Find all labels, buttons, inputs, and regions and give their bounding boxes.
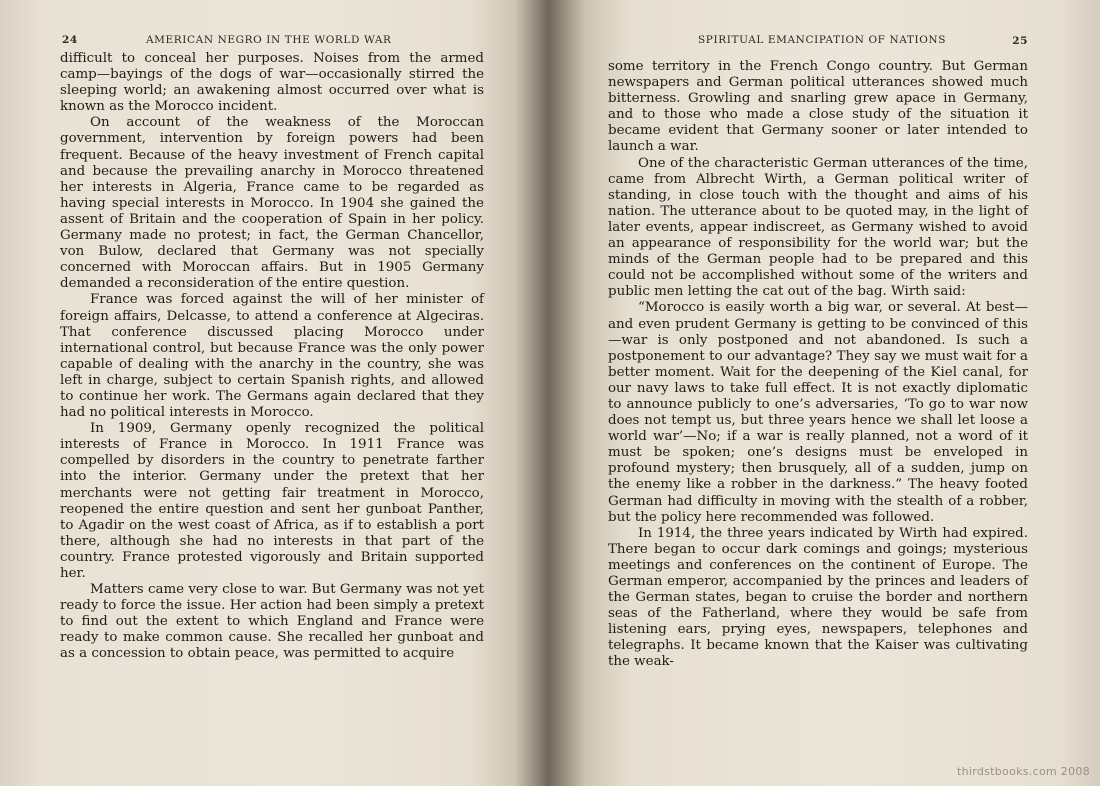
- page-number: 25: [1012, 35, 1028, 47]
- paragraph: difficult to conceal her purposes. Noises from the armed camp—bayings of the dogs of war—occasionally stirred the sleeping world; an awakening almost occurred over what is known as the Morocco incident.: [60, 51, 484, 115]
- paragraph: France was forced against the will of her minister of foreign affairs, Delcasse, to attend a conference at Algeciras. That conference discussed placing Morocco under international control, but because France was the only power capable of dealing with the anarchy in the country, she was left in charge, subject to certain Spanish rights, and allowed to continue her work. The Germans again declared that they had no political interests in Morocco.: [60, 292, 484, 421]
- paragraph: In 1909, Germany openly recognized the political interests of France in Morocco. In 1911 France was compelled by disorders in the country to penetrate farther into the interior. Germany under the pretext that her merchants were not getting fair treatment in Morocco, reopened the entire question and sent her gunboat Panther, to Agadir on the west coast of Africa, as if to establish a port there, although she had no interests in that part of the country. France protested vigorously and Britain supported her.: [60, 421, 484, 581]
- running-head: AMERICAN NEGRO IN THE WORLD WAR: [146, 34, 392, 46]
- watermark: thirdstbooks.com 2008: [956, 765, 1090, 778]
- block-quote-paragraph: “Morocco is easily worth a big war, or several. At best—and even prudent Germany is getting to be convinced of this—war is only postponed and not abandoned. Is such a postponement to our advantage? They say we must wait for a better moment. Wait for the deepening of the Kiel canal, for our navy laws to take full effect. It is not exactly diplomatic to announce publicly to one’s adversaries, ‘To go to war now does not tempt us, but three years hence we shall let loose a world war’—No; if a war is really planned, not a word of it must be spoken; one’s designs must be enveloped in profound mystery; then brusquely, all of a sudden, jump on the enemy like a robber in the darkness.” The heavy footed German had difficulty in moving with the stealth of a robber, but the policy here recommended was followed.: [608, 300, 1028, 525]
- right-page-body: [608, 59, 1028, 671]
- paragraph: In 1914, the three years indicated by Wirth had expired. There began to occur dark comings and goings; mysterious meetings and conferences on the continent of Europe. The German emperor, accompanied by the princes and leaders of the German states, began to cruise the border and northern seas of the Fatherland, where they would be safe from listening ears, prying eyes, newspapers, telephones and telegraphs. It became known that the Kaiser was cultivating the weak-: [608, 525, 1028, 670]
- left-page-body: [60, 51, 484, 663]
- left-page-header: [62, 34, 484, 46]
- paragraph: Matters came very close to war. But Germany was not yet ready to force the issue. Her action had been simply a pretext to find out the extent to which England and France were ready to make common cause. She recalled her gunboat and as a concession to obtain peace, was permitted to acquire: [60, 582, 484, 662]
- paragraph: One of the characteristic German utterances of the time, came from Albrecht Wirth, a German political writer of standing, in close touch with the thought and aims of his nation. The utterance about to be quoted may, in the light of later events, appear indiscreet, as Germany wished to avoid an appearance of responsibility for the world war; but the minds of the German people had to be prepared and this could not be accomplished without some of the writers and public men letting the cat out of the bag. Wirth said:: [608, 155, 1028, 300]
- running-head: SPIRITUAL EMANCIPATION OF NATIONS: [698, 34, 947, 46]
- left-page: [0, 0, 545, 786]
- paragraph: some territory in the French Congo country. But German newspapers and German political utterances showed much bitterness. Growling and snarling grew apace in Germany, and to those who made a close study of the situation it became evident that Germany sooner or later intended to launch a war.: [608, 59, 1028, 155]
- page-number: 24: [62, 34, 78, 46]
- right-page: [548, 0, 1100, 786]
- paragraph: On account of the weakness of the Moroccan government, intervention by foreign powers had been frequent. Because of the heavy investment of French capital and because the prevailing anarchy in Morocco threatened her interests in Algeria, France came to be regarded as having special interests in Morocco. In 1904 she gained the assent of Britain and the cooperation of Spain in her policy. Germany made no protest; in fact, the German Chancellor, von Bulow, declared that Germany was not specially concerned with Moroccan affairs. But in 1905 Germany demanded a reconsideration of the entire question.: [60, 115, 484, 292]
